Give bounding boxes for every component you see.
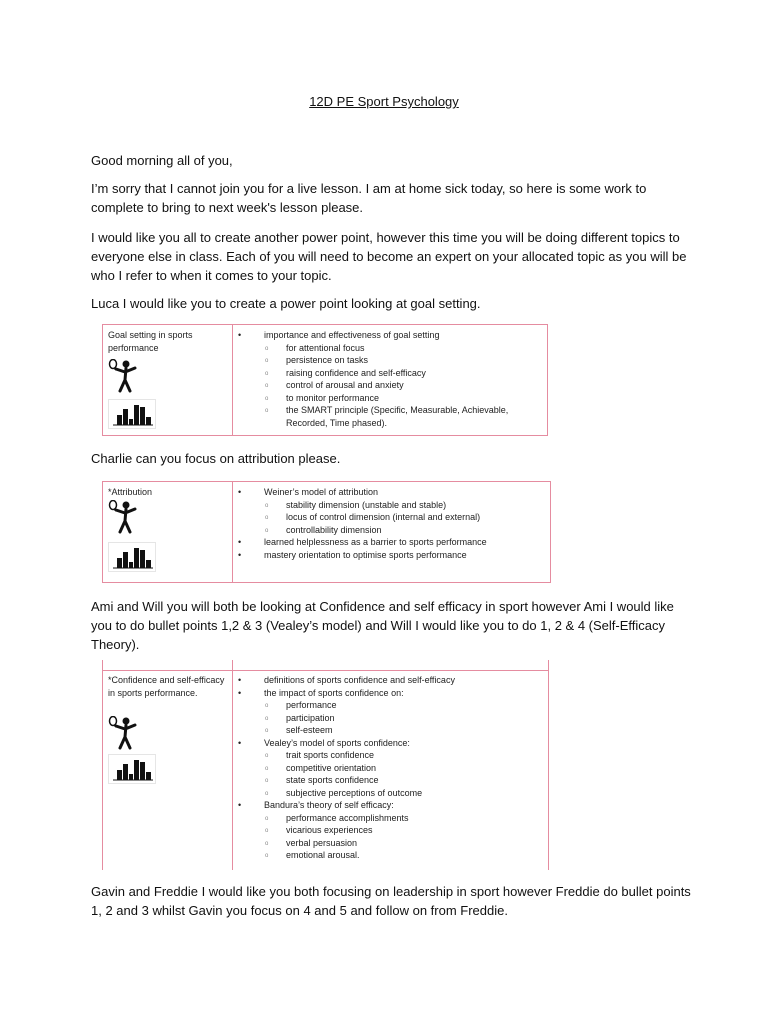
sub-bullet-item: o stability dimension (unstable and stable) (234, 499, 550, 512)
sub-bullet-item: o participation (234, 712, 548, 725)
topic-label: Goal setting in sports performance (108, 330, 193, 353)
sub-bullet-item: o persistence on tasks (234, 354, 547, 367)
bar-chart-icon (108, 399, 156, 429)
bullet-list (234, 486, 550, 561)
sub-bullet-item: o to monitor performance (234, 392, 547, 405)
greeting: Good morning all of you, (91, 153, 233, 168)
document-title: 12D PE Sport Psychology (309, 94, 459, 109)
paragraph-gavin-freddie: Gavin and Freddie I would like you both focusing on leadership in sport however Freddie do bullet points 1, 2 and 3 whilst Gavin you focus on 4 and 5 and follow on from Freddie. (91, 884, 691, 918)
sub-bullet-item: o performance (234, 699, 548, 712)
topic-cell (103, 325, 233, 435)
bullet-item: • mastery orientation to optimise sports performance (234, 549, 550, 562)
sub-bullet-item: o self-esteem (234, 724, 548, 737)
sub-bullet-item: o subjective perceptions of outcome (234, 787, 548, 800)
sub-bullet-item: o trait sports confidence (234, 749, 548, 762)
topic-cell (103, 660, 233, 870)
attribution-table (102, 481, 551, 583)
bullet-item: • learned helplessness as a barrier to sports performance (234, 536, 550, 549)
topic-label: *Attribution (108, 487, 153, 497)
bullet-item: • definitions of sports confidence and self-efficacy (234, 674, 548, 687)
bullet-item: • Vealey’s model of sports confidence: (234, 737, 548, 750)
bar-chart-icon (108, 542, 156, 572)
sub-bullet-item: o emotional arousal. (234, 849, 548, 862)
bullet-list (234, 329, 547, 429)
goal-setting-table (102, 324, 548, 436)
sub-bullet-item: o raising confidence and self-efficacy (234, 367, 547, 380)
tennis-player-icon (107, 359, 139, 393)
sub-bullet-item: o the SMART principle (Specific, Measurable, Achievable, Recorded, Time phased). (234, 404, 547, 429)
bar-chart-icon (108, 754, 156, 784)
sub-bullet-item: o locus of control dimension (internal and external) (234, 511, 550, 524)
bullet-item: • Weiner’s model of attribution (234, 486, 550, 499)
paragraph-ami-will: Ami and Will you will both be looking at Confidence and self efficacy in sport however Ami I would like you to do bullet points 1,2 & 3 (Vealey’s model) and Will I would like you to do 1, 2 & 4 (Self-Efficacy Theory). (91, 599, 674, 652)
paragraph-instructions: I would like you all to create another power point, however this time you will be doing different topics to everyone else in class. Each of you will need to become an expert on your allocated topic as you will be who I refer to when it comes to your topic. (91, 230, 687, 283)
bullet-list (234, 674, 548, 862)
content-cell (234, 325, 547, 435)
content-cell (234, 660, 548, 870)
tennis-player-icon (107, 500, 139, 534)
sub-bullet-item: o competitive orientation (234, 762, 548, 775)
sub-bullet-item: o performance accomplishments (234, 812, 548, 825)
bullet-item: • the impact of sports confidence on: (234, 687, 548, 700)
sub-bullet-item: o for attentional focus (234, 342, 547, 355)
paragraph-luca: Luca I would like you to create a power point looking at goal setting. (91, 296, 481, 311)
sub-bullet-item: o verbal persuasion (234, 837, 548, 850)
tennis-player-icon (107, 716, 139, 750)
topic-cell (103, 482, 233, 582)
paragraph-apology: I’m sorry that I cannot join you for a live lesson. I am at home sick today, so here is some work to complete to bring to next week's lesson please. (91, 181, 647, 215)
bullet-item: • importance and effectiveness of goal setting (234, 329, 547, 342)
bullet-item: • Bandura’s theory of self efficacy: (234, 799, 548, 812)
paragraph-charlie: Charlie can you focus on attribution please. (91, 451, 341, 466)
sub-bullet-item: o vicarious experiences (234, 824, 548, 837)
sub-bullet-item: o state sports confidence (234, 774, 548, 787)
content-cell (234, 482, 550, 582)
sub-bullet-item: o controllability dimension (234, 524, 550, 537)
topic-label: *Confidence and self-efficacy in sports performance. (108, 675, 225, 698)
sub-bullet-item: o control of arousal and anxiety (234, 379, 547, 392)
confidence-table (102, 660, 549, 870)
